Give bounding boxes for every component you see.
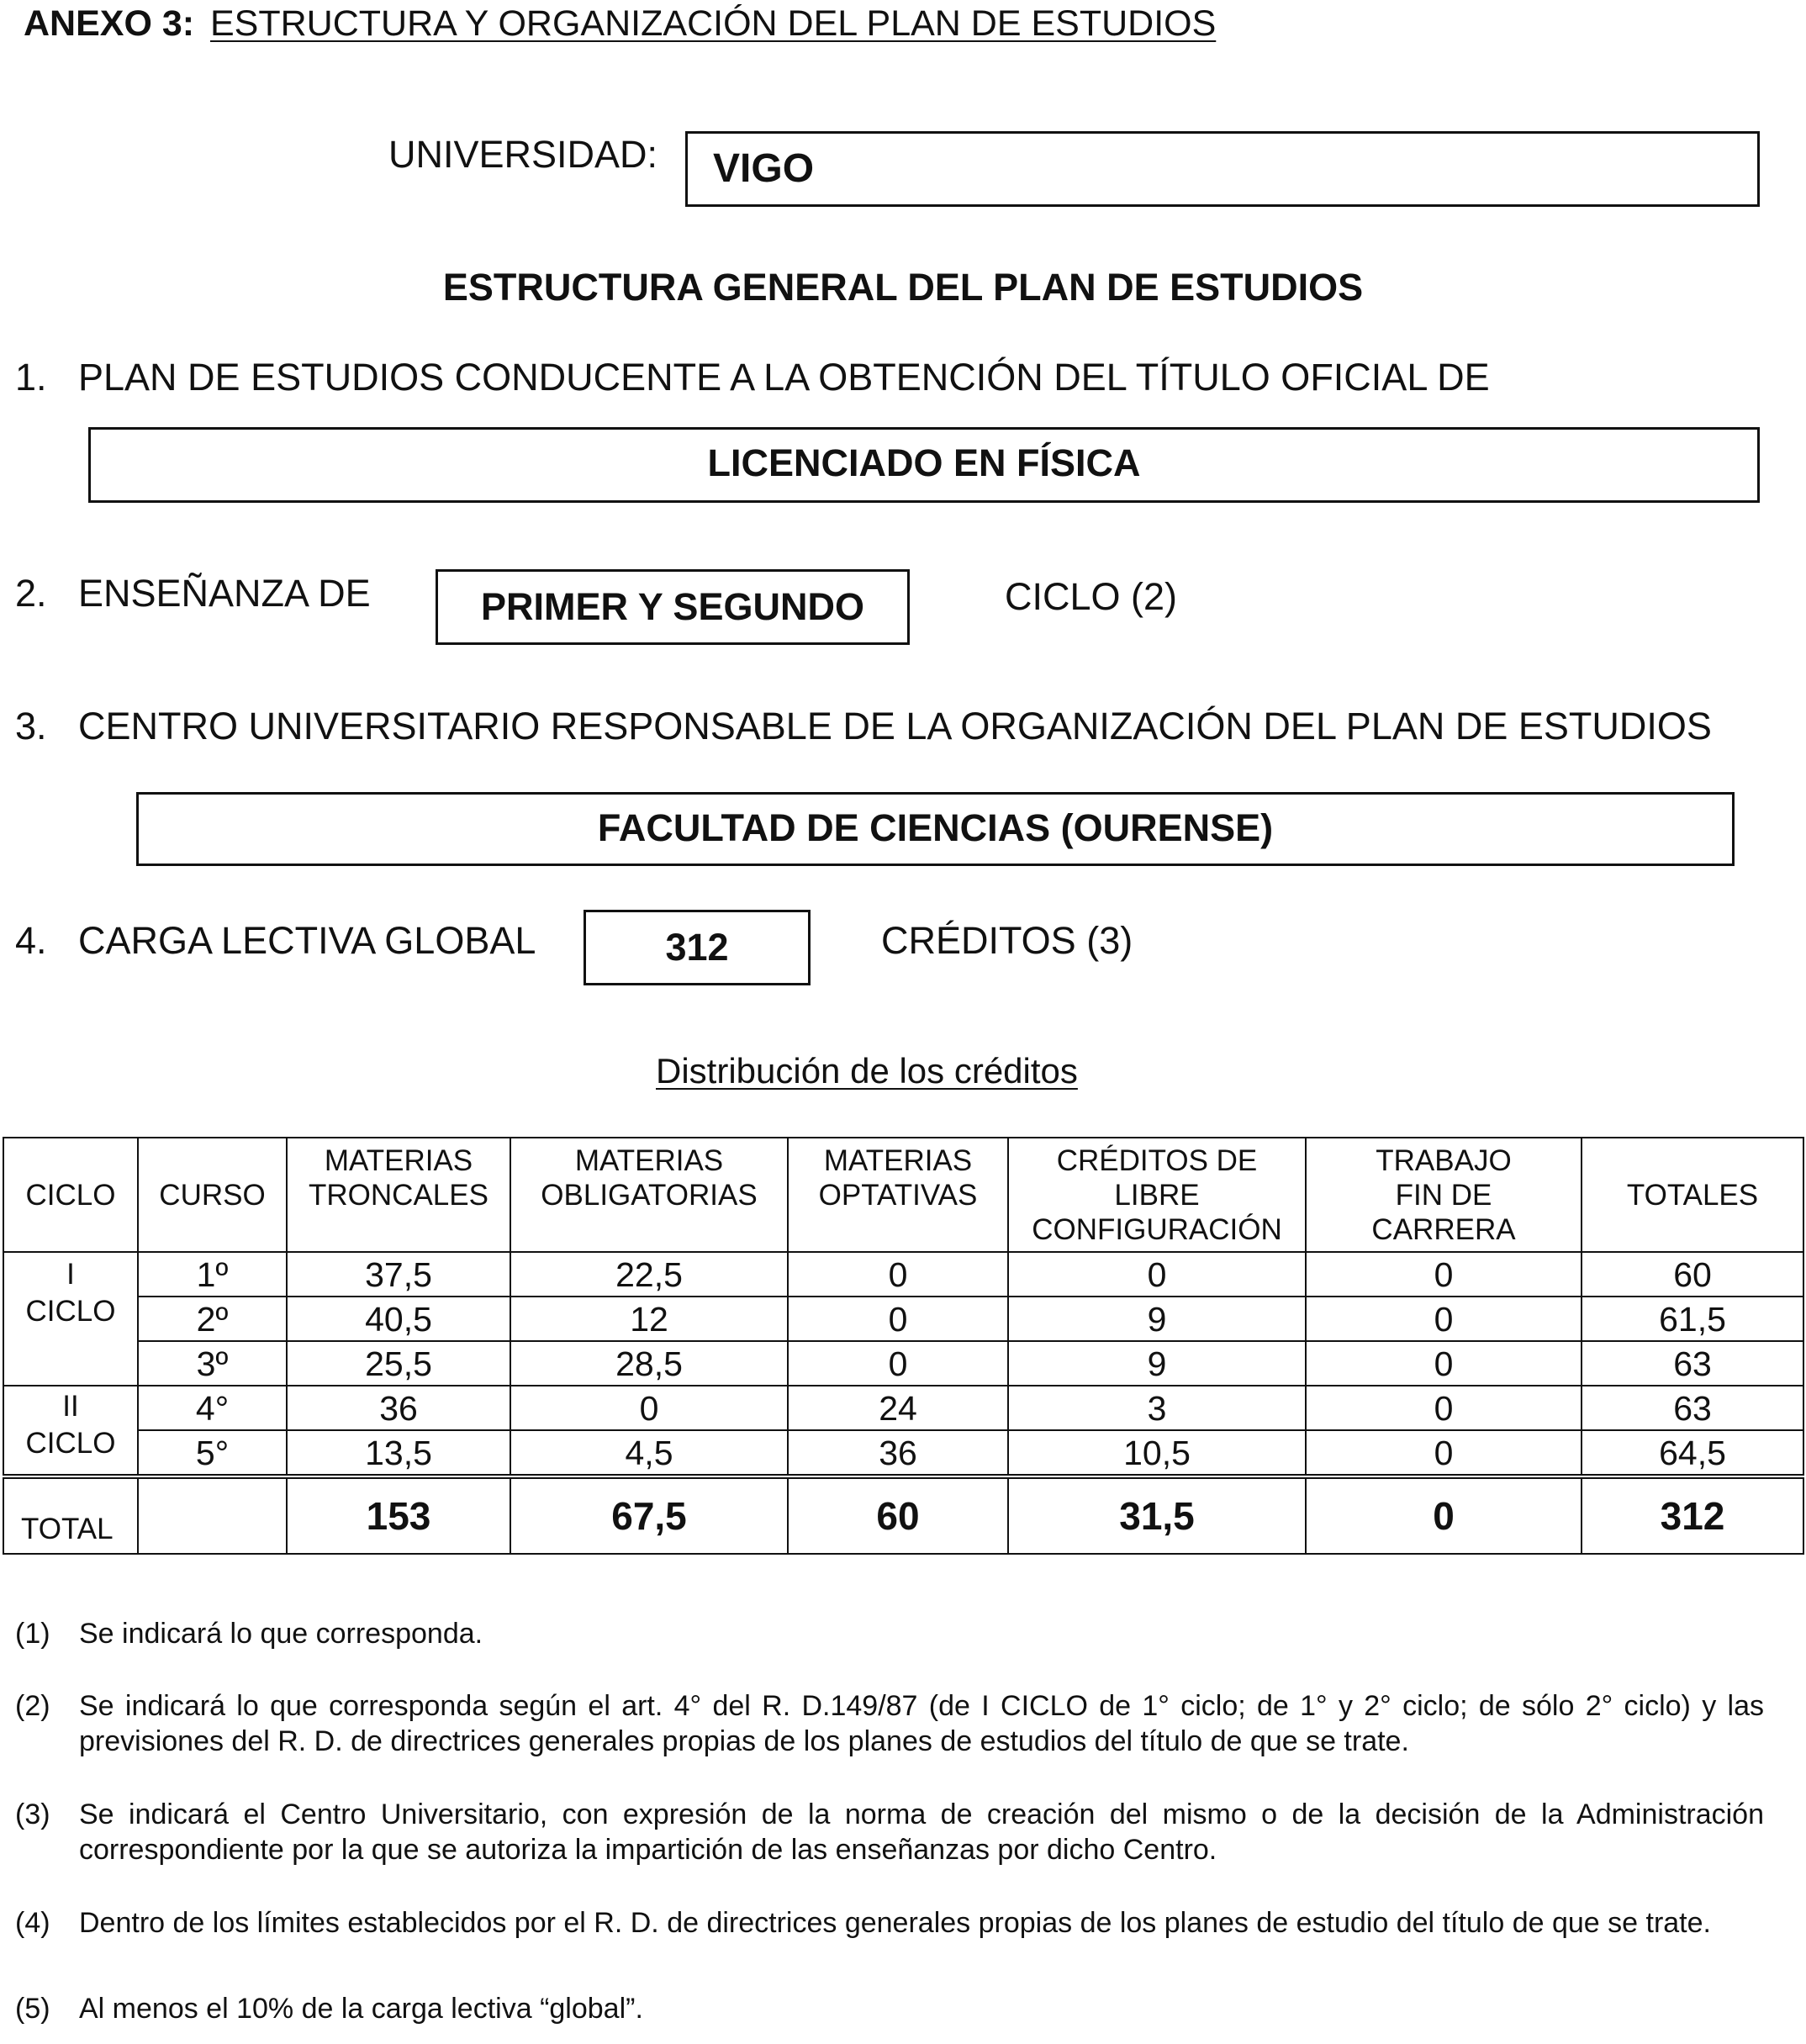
header-trabajo: TRABAJO FIN DE CARRERA — [1306, 1138, 1582, 1252]
cell-obligatorias: 0 — [510, 1386, 788, 1430]
item1-number: 1. — [15, 356, 47, 399]
footnote-text: Dentro de los límites establecidos por el R. D. de directrices generales propias de los planes de estudio del título de que se trate. — [79, 1907, 1711, 1939]
footnote-text: Se indicará lo que corresponda. — [79, 1618, 483, 1650]
cell-totales: 64,5 — [1582, 1430, 1803, 1476]
item4-number: 4. — [15, 919, 47, 962]
footnote-number: (5) — [15, 1993, 50, 2025]
total-optativas: 60 — [788, 1476, 1008, 1554]
cell-curso: 1º — [138, 1252, 287, 1297]
university-value: VIGO — [713, 146, 815, 191]
item1-label: PLAN DE ESTUDIOS CONDUCENTE A LA OBTENCIÓN DEL TÍTULO OFICIAL DE — [78, 356, 1490, 399]
table-row — [3, 1252, 1803, 1297]
cell-trabajo: 0 — [1306, 1341, 1582, 1386]
cell-libre: 9 — [1008, 1341, 1306, 1386]
university-box — [685, 131, 1760, 207]
item2-suffix: CICLO (2) — [1005, 575, 1178, 618]
item2-number: 2. — [15, 572, 47, 615]
total-label: TOTAL — [3, 1476, 138, 1554]
cell-obligatorias: 4,5 — [510, 1430, 788, 1476]
cell-trabajo: 0 — [1306, 1386, 1582, 1430]
cell-troncales: 25,5 — [287, 1341, 510, 1386]
cell-libre: 3 — [1008, 1386, 1306, 1430]
cell-optativas: 36 — [788, 1430, 1008, 1476]
credits-box — [584, 910, 811, 985]
center-box — [136, 792, 1735, 866]
cell-libre: 9 — [1008, 1297, 1306, 1341]
header-troncales: MATERIAS TRONCALES — [287, 1138, 510, 1252]
cell-curso: 2º — [138, 1297, 287, 1341]
cell-troncales: 37,5 — [287, 1252, 510, 1297]
cell-troncales: 36 — [287, 1386, 510, 1430]
cell-troncales: 13,5 — [287, 1430, 510, 1476]
university-label: UNIVERSIDAD: — [388, 133, 658, 176]
total-curso-empty — [138, 1476, 287, 1554]
cell-optativas: 24 — [788, 1386, 1008, 1430]
header-obligatorias: MATERIAS OBLIGATORIAS — [510, 1138, 788, 1252]
cell-optativas: 0 — [788, 1341, 1008, 1386]
cell-obligatorias: 28,5 — [510, 1341, 788, 1386]
cell-curso: 5° — [138, 1430, 287, 1476]
header-optativas: MATERIAS OPTATIVAS — [788, 1138, 1008, 1252]
cycle-box — [436, 569, 910, 645]
cell-libre: 0 — [1008, 1252, 1306, 1297]
footnote-number: (1) — [15, 1618, 50, 1650]
credits-table — [3, 1137, 1804, 1555]
item3-label: CENTRO UNIVERSITARIO RESPONSABLE DE LA ORGANIZACIÓN DEL PLAN DE ESTUDIOS — [78, 705, 1712, 747]
item2-label: ENSEÑANZA DE — [78, 572, 371, 615]
cell-libre: 10,5 — [1008, 1430, 1306, 1476]
item4-suffix: CRÉDITOS (3) — [881, 919, 1133, 962]
cell-curso: 3º — [138, 1341, 287, 1386]
footnote-number: (2) — [15, 1690, 50, 1722]
table-row — [3, 1297, 1803, 1341]
annex-label: ANEXO 3: — [24, 3, 195, 44]
total-troncales: 153 — [287, 1476, 510, 1554]
cell-obligatorias: 12 — [510, 1297, 788, 1341]
cell-troncales: 40,5 — [287, 1297, 510, 1341]
total-trabajo: 0 — [1306, 1476, 1582, 1554]
header-curso: CURSO — [138, 1138, 287, 1252]
center-value: FACULTAD DE CIENCIAS (OURENSE) — [597, 806, 1274, 849]
footnote-text: Al menos el 10% de la carga lectiva “global”. — [79, 1993, 643, 2025]
cell-obligatorias: 22,5 — [510, 1252, 788, 1297]
section-title: ESTRUCTURA GENERAL DEL PLAN DE ESTUDIOS — [442, 266, 1364, 309]
annex-title: ESTRUCTURA Y ORGANIZACIÓN DEL PLAN DE ESTUDIOS — [210, 3, 1217, 44]
cell-curso: 4° — [138, 1386, 287, 1430]
header-libre: CRÉDITOS DE LIBRE CONFIGURACIÓN — [1008, 1138, 1306, 1252]
total-row — [3, 1476, 1803, 1554]
ciclo-1-spacer — [3, 1341, 138, 1386]
cell-totales: 60 — [1582, 1252, 1803, 1297]
cycle-value: PRIMER Y SEGUNDO — [481, 585, 864, 628]
cell-totales: 61,5 — [1582, 1297, 1803, 1341]
table-row — [3, 1386, 1803, 1430]
ciclo-2-label: II CICLO — [3, 1386, 138, 1476]
footnote-number: (4) — [15, 1907, 50, 1939]
cell-trabajo: 0 — [1306, 1297, 1582, 1341]
cell-trabajo: 0 — [1306, 1252, 1582, 1297]
footnote-text: Se indicará el Centro Universitario, con expresión de la norma de creación del mismo o de la decisión de la Administración correspondiente por la que se autoriza la impartición de las enseñanzas por dicho Centro. — [79, 1798, 1764, 1866]
table-row — [3, 1341, 1803, 1386]
footnote-number: (3) — [15, 1798, 50, 1830]
item3-number: 3. — [15, 705, 47, 747]
cell-optativas: 0 — [788, 1297, 1008, 1341]
title-value: LICENCIADO EN FÍSICA — [707, 441, 1141, 484]
total-totales: 312 — [1582, 1476, 1803, 1554]
ciclo-1-label: I CICLO — [3, 1252, 138, 1341]
table-row — [3, 1430, 1803, 1476]
distribution-title: Distribución de los créditos — [656, 1051, 1078, 1091]
cell-totales: 63 — [1582, 1341, 1803, 1386]
total-obligatorias: 67,5 — [510, 1476, 788, 1554]
credits-value: 312 — [665, 926, 729, 969]
item4-label: CARGA LECTIVA GLOBAL — [78, 919, 536, 962]
cell-totales: 63 — [1582, 1386, 1803, 1430]
total-libre: 31,5 — [1008, 1476, 1306, 1554]
header-ciclo: CICLO — [3, 1138, 138, 1252]
table-header-row — [3, 1138, 1803, 1252]
header-totales: TOTALES — [1582, 1138, 1803, 1252]
footnote-text: Se indicará lo que corresponda según el art. 4° del R. D.149/87 (de I CICLO de 1° ciclo; de 1° y 2° ciclo; de sólo 2° ciclo) y las previsiones del R. D. de directrices generales propias de los planes de estudios del título de que se trate. — [79, 1690, 1764, 1757]
title-box — [88, 427, 1760, 503]
cell-optativas: 0 — [788, 1252, 1008, 1297]
cell-trabajo: 0 — [1306, 1430, 1582, 1476]
